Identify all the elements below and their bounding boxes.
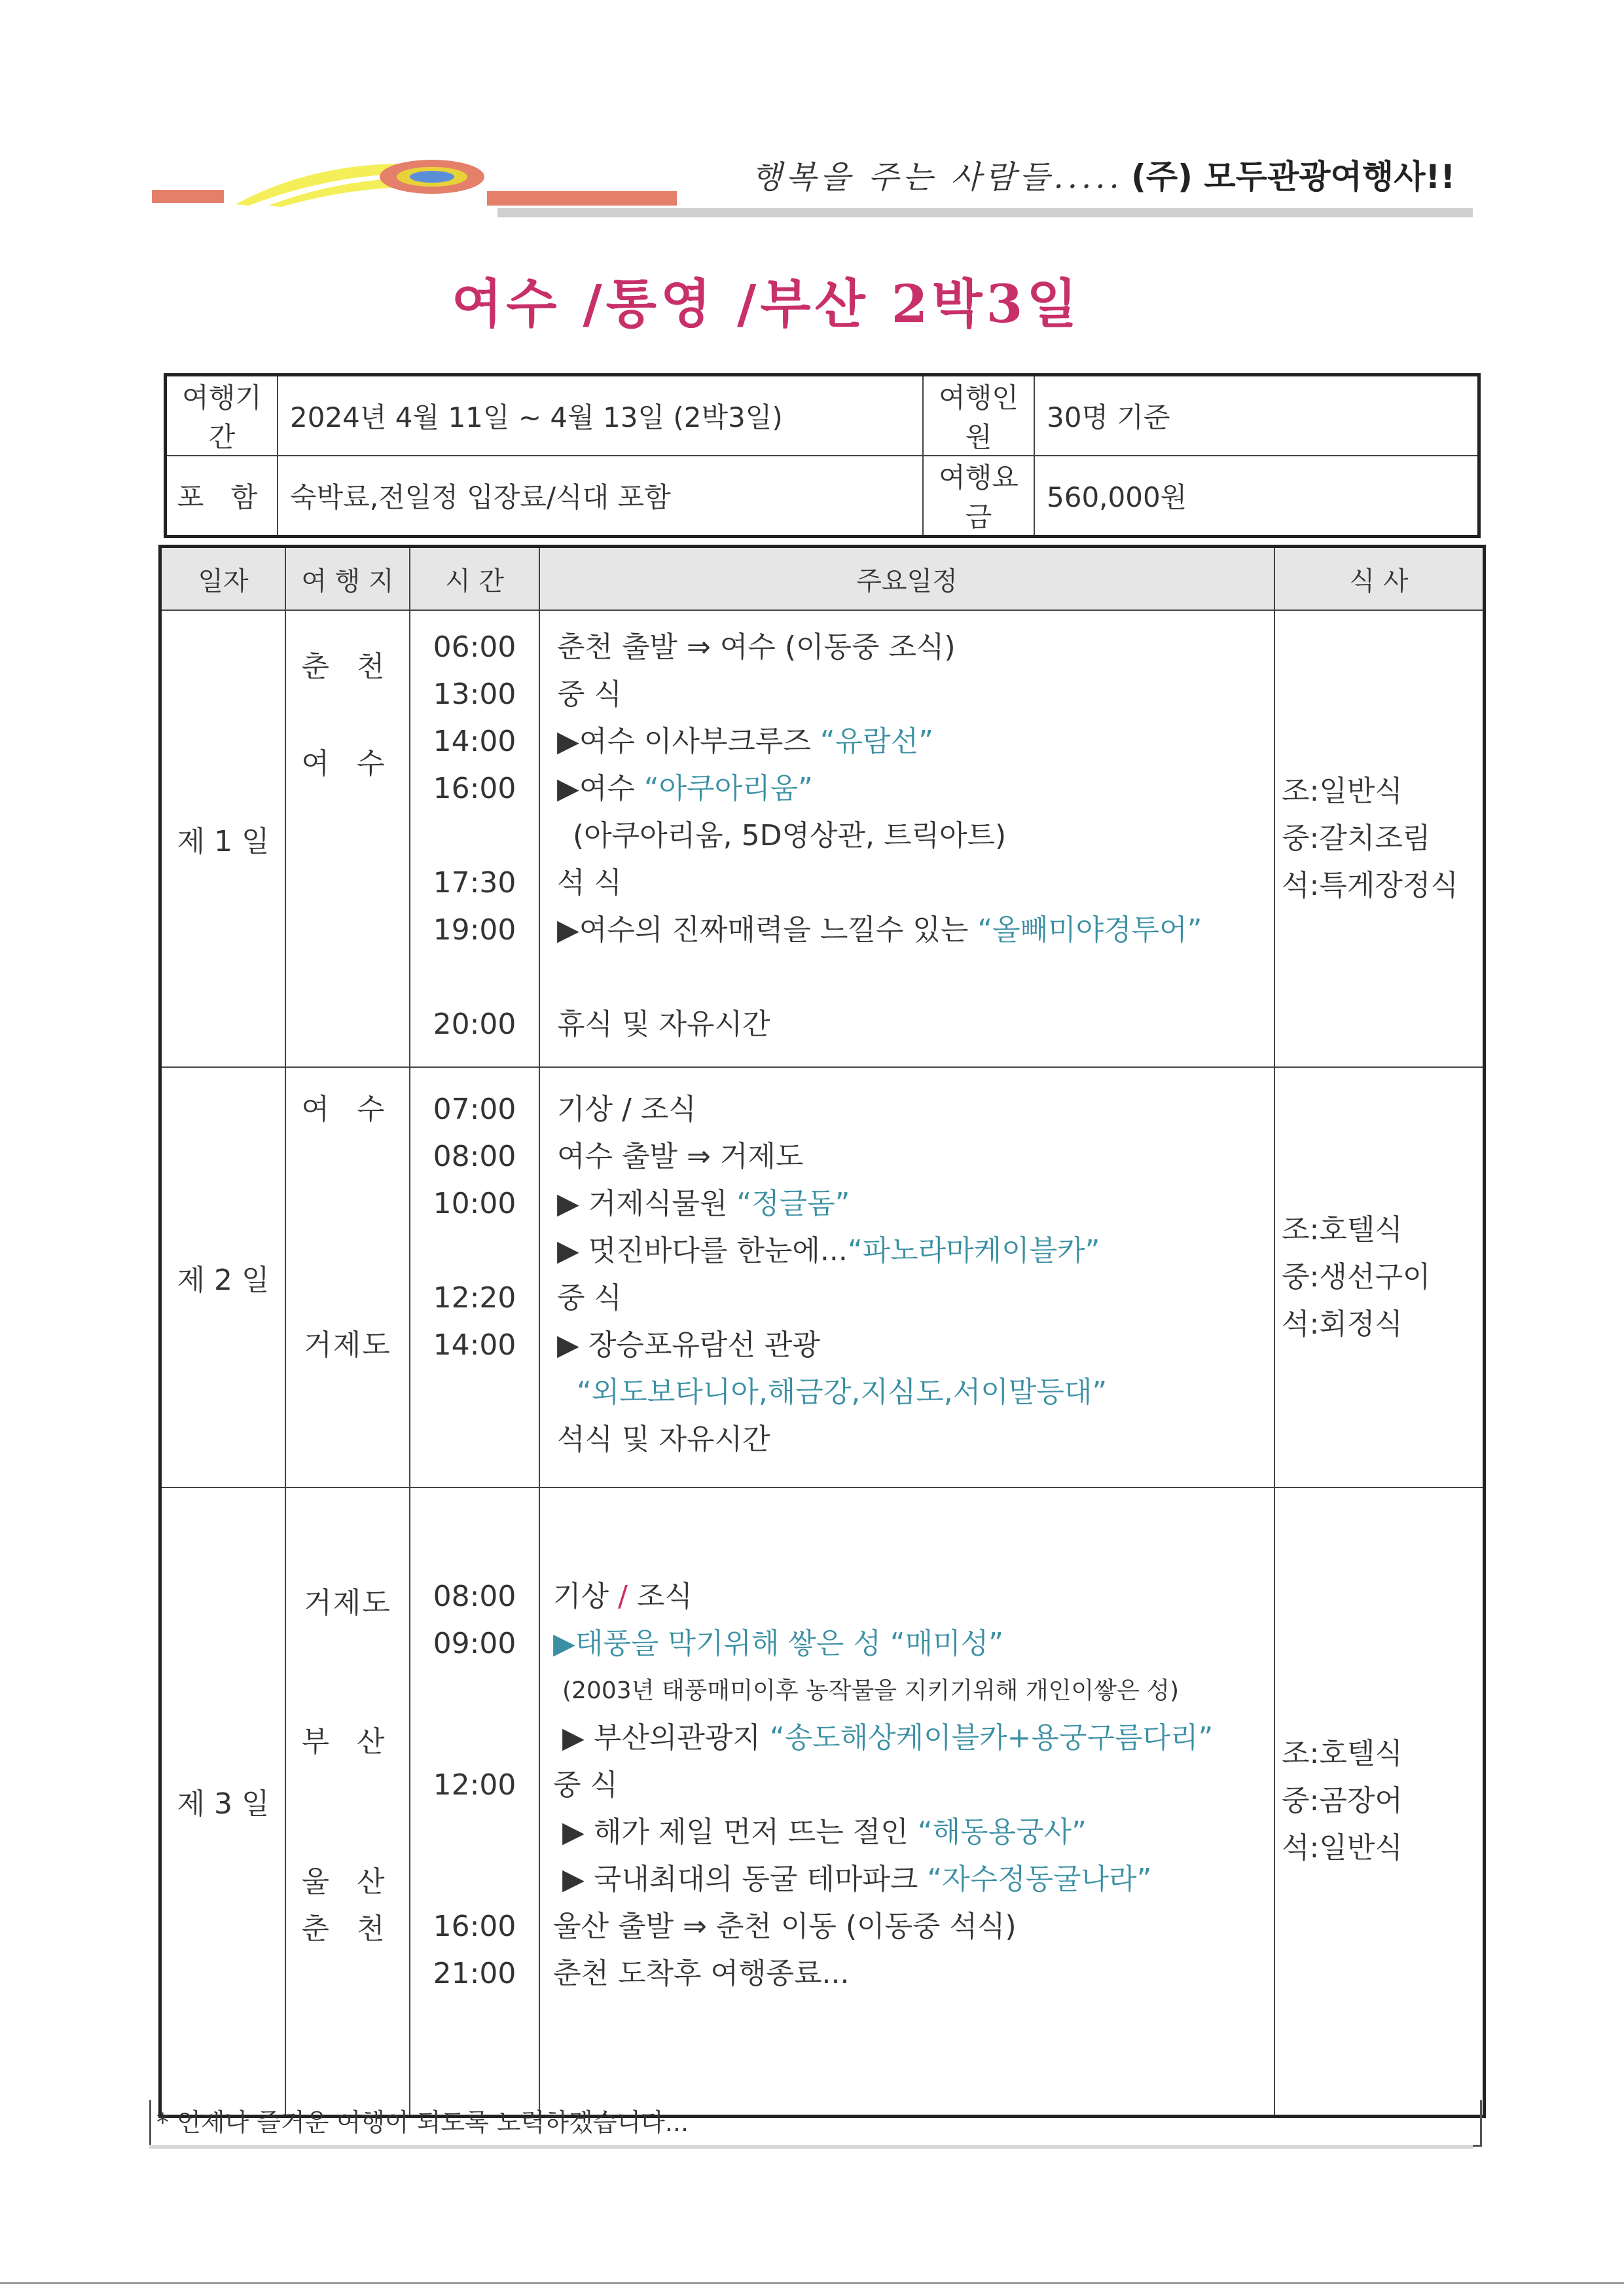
- day3-plan-item: 중 식: [553, 1768, 618, 1802]
- day1-plan-item: ▶여수 “아쿠아리움”: [557, 772, 813, 805]
- day3-time: 08:00: [433, 1580, 516, 1613]
- day2-time: 07:00: [433, 1093, 516, 1126]
- day3-meal: 중:곰장어: [1282, 1784, 1403, 1818]
- logo-bar-left: [152, 190, 224, 203]
- day1-meal: 조:일반식: [1282, 774, 1403, 808]
- day3-plan-item: ▶ 부산의관광지 “송도해상케이블카+용궁구름다리”: [562, 1721, 1214, 1755]
- day1-meal: 석:특게장정식: [1282, 869, 1458, 902]
- day3-place: 거제도: [304, 1586, 391, 1620]
- day1-plan-item: 석 식: [557, 866, 622, 900]
- people-value: 30명 기준: [1034, 375, 1479, 456]
- day1-time: 20:00: [433, 1008, 516, 1041]
- day2-row: [160, 1067, 1485, 1487]
- day3-plan-item: ▶태풍을 막기위해 쌓은 성 “매미성”: [553, 1627, 1003, 1660]
- day2-meal: 중:생선구이: [1282, 1260, 1431, 1294]
- day1-time: 06:00: [433, 630, 516, 664]
- day3-plan-item: (2003년 태풍매미이후 농작물을 지키기위해 개인이쌓은 성): [562, 1677, 1179, 1704]
- day3-plan-item: 기상 / 조식: [553, 1580, 693, 1613]
- day2-place: 거제도: [304, 1328, 391, 1362]
- day1-place: 춘 천: [301, 650, 394, 683]
- include-label: 포 함: [166, 456, 278, 537]
- day2-plan-item: 기상 / 조식: [557, 1093, 696, 1126]
- header-meal: 식 사: [1274, 547, 1485, 611]
- fee-label: 여행요금: [923, 456, 1034, 537]
- day3-time: 21:00: [433, 1957, 516, 1990]
- day3-plan-item: ▶ 국내최대의 동굴 테마파크 “자수정동굴나라”: [562, 1863, 1152, 1896]
- day2-time: 10:00: [433, 1187, 516, 1220]
- people-label: 여행인원: [923, 375, 1034, 456]
- header-time: 시 간: [410, 547, 539, 611]
- day3-place: 춘 천: [301, 1912, 394, 1946]
- day3-label: 제 3 일: [160, 1487, 286, 2116]
- header-plan: 주요일정: [539, 547, 1274, 611]
- day1-time: 14:00: [433, 725, 516, 758]
- day3-plan-item: 춘천 도착후 여행종료...: [553, 1957, 850, 1990]
- day1-meal: 중:갈치조림: [1282, 822, 1431, 855]
- day3-place: 울 산: [301, 1865, 394, 1899]
- day3-meal: 조:호텔식: [1282, 1737, 1403, 1771]
- day3-time: 12:00: [433, 1768, 516, 1802]
- day3-row: [160, 1487, 1485, 2116]
- company-logo-icon: [229, 152, 504, 211]
- period-label: 여행기간: [166, 375, 278, 456]
- header-place: 여 행 지: [285, 547, 410, 611]
- day1-time: 19:00: [433, 913, 516, 947]
- header-rule: [497, 208, 1473, 217]
- day2-time: 08:00: [433, 1140, 516, 1173]
- day3-plan-item: 울산 출발 ⇒ 춘천 이동 (이동중 석식): [553, 1910, 1017, 1943]
- schedule-header-row: [160, 547, 1485, 611]
- day3-place: 부 산: [301, 1725, 394, 1758]
- day2-time: 12:20: [433, 1281, 516, 1315]
- day1-row: [160, 610, 1485, 1067]
- schedule-table: [158, 545, 1486, 2118]
- day1-plan-item: ▶여수 이사부크루즈 “유람선”: [557, 725, 933, 758]
- day3-time: 16:00: [433, 1910, 516, 1943]
- day2-place: 여 수: [301, 1093, 394, 1126]
- day2-plan-item: 중 식: [557, 1281, 622, 1315]
- day3-plan-item: ▶ 해가 제일 먼저 뜨는 절인 “해동용궁사”: [562, 1815, 1087, 1849]
- day2-plan-item: ▶ 멋진바다를 한눈에...“파노라마케이블카”: [557, 1234, 1100, 1267]
- day1-time: 17:30: [433, 866, 516, 900]
- day1-plan-item: 중 식: [557, 678, 622, 711]
- day1-time: 16:00: [433, 772, 516, 805]
- fee-value: 560,000원: [1034, 456, 1479, 537]
- page-title: 여수 /통영 /부산 2박3일: [452, 273, 1081, 335]
- slogan: 행복을 주는 사람들.....: [751, 159, 1123, 196]
- day1-plan-item: 춘천 출발 ⇒ 여수 (이동중 조식): [557, 630, 956, 664]
- header-day: 일자: [160, 547, 286, 611]
- day2-label: 제 2 일: [160, 1067, 286, 1487]
- day2-meal: 석:회정식: [1282, 1307, 1403, 1341]
- day1-label: 제 1 일: [160, 610, 286, 1067]
- day1-plan-item: ▶여수의 진짜매력을 느낄수 있는 “올빼미야경투어”: [557, 913, 1202, 947]
- bottom-rule: [0, 2282, 1624, 2284]
- day1-plan-item: 휴식 및 자유시간: [557, 1008, 770, 1041]
- day1-place: 여 수: [301, 747, 394, 780]
- day3-meal: 석:일반식: [1282, 1831, 1403, 1865]
- day2-meal: 조:호텔식: [1282, 1213, 1403, 1247]
- period-value: 2024년 4월 11일 ~ 4월 13일 (2박3일): [278, 375, 923, 456]
- day2-time: 14:00: [433, 1328, 516, 1362]
- day1-time: 13:00: [433, 678, 516, 711]
- day2-plan-item: ▶ 장승포유람선 관광: [557, 1328, 820, 1362]
- trip-info-table: [164, 373, 1481, 538]
- day1-plan-item: (아쿠아리움, 5D영상관, 트릭아트): [573, 819, 1007, 852]
- day2-plan-item: “외도보타니아,해금강,지심도,서이말등대”: [577, 1376, 1108, 1409]
- day2-plan-item: 여수 출발 ⇒ 거제도: [557, 1140, 804, 1173]
- day2-plan-item: 석식 및 자유시간: [557, 1423, 770, 1456]
- footer-note: * 언제나 즐거운 여행이 되도록 노력하겠습니다...: [149, 2100, 1482, 2147]
- include-value: 숙박료,전일정 입장료/식대 포함: [278, 456, 923, 537]
- company-name: (주) 모두관광여행사!!: [1131, 158, 1456, 196]
- day2-plan-item: ▶ 거제식물원 “정글돔”: [557, 1187, 850, 1220]
- footer-shadow: [149, 2145, 1473, 2149]
- logo-bar-right: [487, 191, 677, 206]
- day3-time: 09:00: [433, 1627, 516, 1660]
